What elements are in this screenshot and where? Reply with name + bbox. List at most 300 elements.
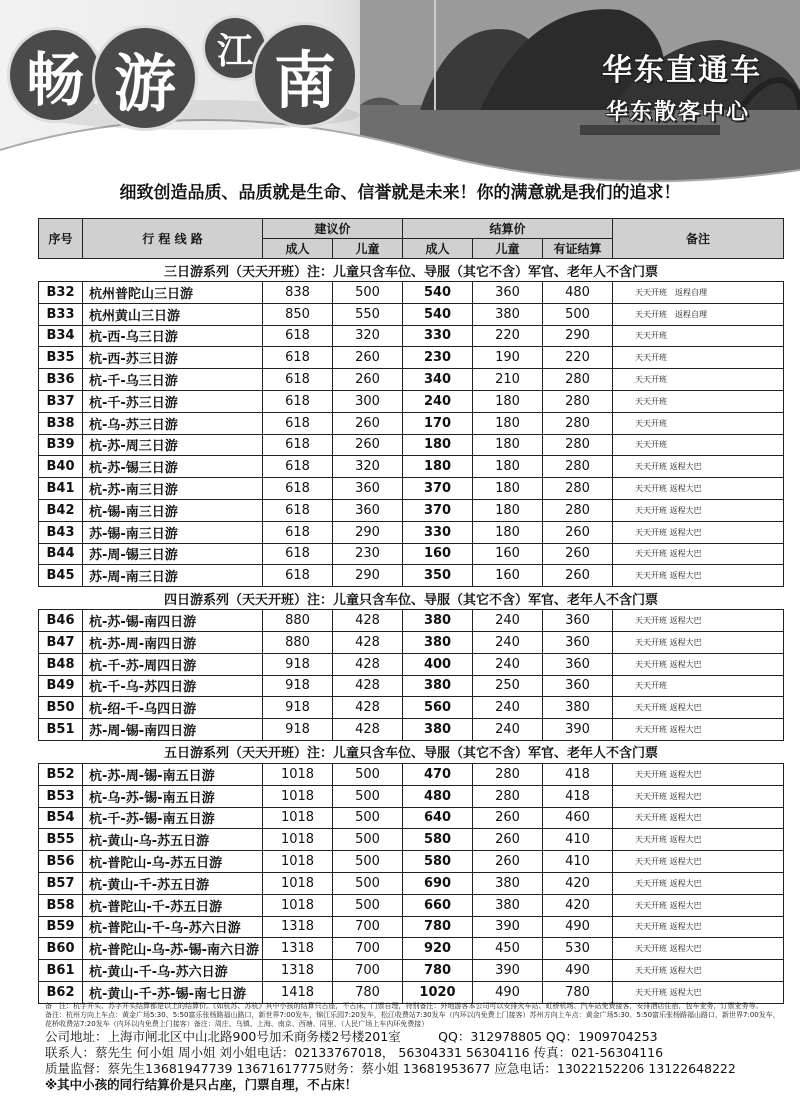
suggest-adult-price: 618: [263, 412, 333, 434]
tour-route: 杭-黄山-千-乌-苏六日游: [83, 960, 263, 982]
footer-note-1: 备 注：杭字开头、苏字开头结算都是以上的结算价。《如杭苏、苏杭》其中小孩的结算只占座，不占床，门票自理，特别备注：外地游客本公司可以安排火车站、虹桥机场、汽车站免费接客，安排酒店住宿，包车业务，订票业务等。: [45, 1002, 763, 1010]
price-table-body: [39, 259, 784, 1004]
tour-code: B55: [39, 829, 83, 851]
settle-adult-price: 380: [403, 675, 473, 697]
tour-code: B39: [39, 434, 83, 456]
tour-code: B49: [39, 675, 83, 697]
settle-child-price: 360: [473, 282, 543, 304]
tour-code: B62: [39, 981, 83, 1003]
suggest-child-price: 500: [333, 894, 403, 916]
settle-adult-price: 640: [403, 807, 473, 829]
suggest-child-price: 700: [333, 960, 403, 982]
cert-settle-price: 260: [543, 565, 613, 587]
table-row: [39, 369, 784, 391]
suggest-adult-price: 1018: [263, 894, 333, 916]
tour-code: B45: [39, 565, 83, 587]
tour-code: B56: [39, 851, 83, 873]
settle-adult-price: 170: [403, 412, 473, 434]
suggest-adult-price: 1018: [263, 829, 333, 851]
brand-subtitle: 华东散客中心: [605, 100, 750, 125]
tour-route: 杭-黄山-千-苏-锡-南七日游: [83, 981, 263, 1003]
tour-route: 杭-西-乌三日游: [83, 325, 263, 347]
cert-settle-price: 260: [543, 543, 613, 565]
suggest-adult-price: 1418: [263, 981, 333, 1003]
settle-child-price: 240: [473, 719, 543, 741]
tour-route: 杭-普陀山-千-苏五日游: [83, 894, 263, 916]
tour-note: 天天开班 返程大巴: [613, 872, 784, 894]
tour-code: B50: [39, 697, 83, 719]
table-row: [39, 807, 784, 829]
settle-adult-price: 580: [403, 851, 473, 873]
tour-route: 苏-周-南三日游: [83, 565, 263, 587]
section-title: 五日游系列（天天开班）注：儿童只含车位、导服（其它不含）军官、老年人不含门票: [39, 740, 784, 763]
table-row: [39, 434, 784, 456]
suggest-child-price: 500: [333, 282, 403, 304]
suggest-child-price: 550: [333, 303, 403, 325]
settle-adult-price: 240: [403, 390, 473, 412]
settle-adult-price: 160: [403, 543, 473, 565]
tour-route: 杭-苏-锡三日游: [83, 456, 263, 478]
tour-note: 天天开班 返程自理: [613, 282, 784, 304]
tour-note: 天天开班 返程大巴: [613, 499, 784, 521]
suggest-child-price: 290: [333, 521, 403, 543]
settle-child-price: 220: [473, 325, 543, 347]
tour-note: 天天开班 返程大巴: [613, 785, 784, 807]
settle-child-price: 160: [473, 543, 543, 565]
settle-child-price: 180: [473, 412, 543, 434]
suggest-child-price: 428: [333, 697, 403, 719]
suggest-adult-price: 918: [263, 719, 333, 741]
settle-adult-price: 780: [403, 916, 473, 938]
settle-adult-price: 180: [403, 434, 473, 456]
footer-note-2: 备注：杭州方向上车点：黄金广场5:30、5:50富乐张杨路福山路口，新世界7:00发车，锦江乐园7:20发车，松江收费站7:30发车（内环以内免费上门接客）苏州方向上车点：黄金广场5:30、5:50富乐张杨路福山路口，新世界7:00发车，: [45, 1011, 780, 1019]
table-row: [39, 565, 784, 587]
table-row: [39, 981, 784, 1003]
logo-char-4: 南: [255, 25, 355, 125]
table-row: [39, 631, 784, 653]
tour-note: 天天开班 返程大巴: [613, 543, 784, 565]
tour-note: 天天开班: [613, 347, 784, 369]
tour-route: 杭-普陀山-乌-苏-锡-南六日游: [83, 938, 263, 960]
tour-route: 杭-西-苏三日游: [83, 347, 263, 369]
suggest-child-price: 500: [333, 763, 403, 785]
table-row: [39, 938, 784, 960]
suggest-child-price: 300: [333, 390, 403, 412]
table-row: [39, 916, 784, 938]
settle-adult-price: 400: [403, 653, 473, 675]
settle-adult-price: 480: [403, 785, 473, 807]
suggest-child-price: 700: [333, 938, 403, 960]
settle-child-price: 250: [473, 675, 543, 697]
table-row: [39, 894, 784, 916]
header-settle: 结算价: [403, 219, 613, 239]
cert-settle-price: 280: [543, 434, 613, 456]
tour-note: 天天开班: [613, 434, 784, 456]
settle-child-price: 180: [473, 499, 543, 521]
suggest-child-price: 500: [333, 851, 403, 873]
tour-note: 天天开班 返程大巴: [613, 456, 784, 478]
tour-code: B58: [39, 894, 83, 916]
settle-child-price: 180: [473, 478, 543, 500]
suggest-child-price: 360: [333, 478, 403, 500]
header-child: 儿童: [333, 239, 403, 259]
cert-settle-price: 360: [543, 631, 613, 653]
tour-code: B48: [39, 653, 83, 675]
suggest-child-price: 428: [333, 631, 403, 653]
suggest-adult-price: 918: [263, 653, 333, 675]
suggest-adult-price: 838: [263, 282, 333, 304]
company-address: 公司地址：上海市闸北区中山北路900号加禾商务楼2号楼201室 QQ：312978805 QQ：1909704253: [45, 1029, 658, 1044]
settle-child-price: 240: [473, 697, 543, 719]
tour-note: 天天开班 返程大巴: [613, 631, 784, 653]
cert-settle-price: 280: [543, 499, 613, 521]
tour-note: 天天开班 返程自理: [613, 303, 784, 325]
section-header: [39, 259, 784, 282]
tour-note: 天天开班: [613, 675, 784, 697]
price-table-wrap: [38, 218, 783, 1004]
table-row: [39, 543, 784, 565]
cert-settle-price: 280: [543, 478, 613, 500]
header-no: 序号: [39, 219, 83, 259]
settle-adult-price: 330: [403, 325, 473, 347]
suggest-adult-price: 918: [263, 697, 333, 719]
suggest-child-price: 500: [333, 829, 403, 851]
table-row: [39, 303, 784, 325]
suggest-adult-price: 1018: [263, 807, 333, 829]
header-cert: 有证结算: [543, 239, 613, 259]
suggest-adult-price: 1018: [263, 785, 333, 807]
settle-child-price: 180: [473, 456, 543, 478]
tour-note: 天天开班 返程大巴: [613, 697, 784, 719]
quality-supervision: 质量监督：蔡先生13681947739 13671617775财务：蔡小姐 13681953677 应急电话：13022152206 13122648222: [45, 1061, 736, 1076]
settle-child-price: 180: [473, 434, 543, 456]
tour-note: 天天开班 返程大巴: [613, 894, 784, 916]
cert-settle-price: 480: [543, 282, 613, 304]
settle-child-price: 210: [473, 369, 543, 391]
tour-route: 杭-苏-周-锡-南五日游: [83, 763, 263, 785]
cert-settle-price: 390: [543, 719, 613, 741]
table-row: [39, 653, 784, 675]
suggest-child-price: 320: [333, 456, 403, 478]
tour-code: B43: [39, 521, 83, 543]
tour-code: B51: [39, 719, 83, 741]
logo-char-3: 江: [205, 18, 265, 78]
cert-settle-price: 280: [543, 390, 613, 412]
tour-code: B47: [39, 631, 83, 653]
suggest-adult-price: 618: [263, 565, 333, 587]
table-row: [39, 829, 784, 851]
suggest-adult-price: 618: [263, 543, 333, 565]
settle-child-price: 240: [473, 631, 543, 653]
tour-note: 天天开班 返程大巴: [613, 807, 784, 829]
suggest-child-price: 260: [333, 412, 403, 434]
child-price-warning: ※其中小孩的同行结算价是只占座，门票自理，不占床！: [45, 1077, 358, 1092]
tour-route: 杭-绍-千-乌四日游: [83, 697, 263, 719]
settle-child-price: 390: [473, 916, 543, 938]
tour-note: 天天开班 返程大巴: [613, 829, 784, 851]
table-row: [39, 719, 784, 741]
settle-adult-price: 470: [403, 763, 473, 785]
suggest-adult-price: 880: [263, 631, 333, 653]
table-row: [39, 499, 784, 521]
suggest-child-price: 428: [333, 610, 403, 632]
section-header: [39, 587, 784, 610]
tour-route: 杭-千-苏-周四日游: [83, 653, 263, 675]
suggest-child-price: 500: [333, 872, 403, 894]
settle-adult-price: 380: [403, 610, 473, 632]
settle-adult-price: 540: [403, 303, 473, 325]
suggest-adult-price: 880: [263, 610, 333, 632]
header-banner: [0, 0, 800, 255]
cert-settle-price: 420: [543, 894, 613, 916]
cert-settle-price: 530: [543, 938, 613, 960]
suggest-child-price: 230: [333, 543, 403, 565]
suggest-child-price: 428: [333, 653, 403, 675]
tour-note: 天天开班 返程大巴: [613, 960, 784, 982]
settle-adult-price: 920: [403, 938, 473, 960]
tour-note: 天天开班 返程大巴: [613, 763, 784, 785]
cert-settle-price: 380: [543, 697, 613, 719]
settle-child-price: 190: [473, 347, 543, 369]
suggest-adult-price: 618: [263, 499, 333, 521]
suggest-adult-price: 618: [263, 347, 333, 369]
cert-settle-price: 500: [543, 303, 613, 325]
table-row: [39, 456, 784, 478]
tour-route: 杭-千-乌三日游: [83, 369, 263, 391]
settle-adult-price: 370: [403, 478, 473, 500]
cert-settle-price: 220: [543, 347, 613, 369]
settle-adult-price: 1020: [403, 981, 473, 1003]
tour-code: B57: [39, 872, 83, 894]
cert-settle-price: 460: [543, 807, 613, 829]
tour-route: 苏-周-锡-南四日游: [83, 719, 263, 741]
table-row: [39, 325, 784, 347]
table-row: [39, 872, 784, 894]
tour-code: B41: [39, 478, 83, 500]
tour-code: B37: [39, 390, 83, 412]
suggest-adult-price: 1018: [263, 872, 333, 894]
settle-adult-price: 540: [403, 282, 473, 304]
suggest-child-price: 260: [333, 347, 403, 369]
tour-route: 杭-黄山-千-苏五日游: [83, 872, 263, 894]
settle-adult-price: 560: [403, 697, 473, 719]
suggest-adult-price: 618: [263, 390, 333, 412]
suggest-child-price: 500: [333, 785, 403, 807]
cert-settle-price: 418: [543, 763, 613, 785]
table-row: [39, 675, 784, 697]
table-row: [39, 347, 784, 369]
tour-code: B36: [39, 369, 83, 391]
suggest-adult-price: 618: [263, 456, 333, 478]
cert-settle-price: 280: [543, 456, 613, 478]
tour-note: 天天开班 返程大巴: [613, 610, 784, 632]
footer-note-3: 花桥收费站7:20发车（内环以内免费上门接客）备注：周庄、乌镇、上海、南京、西塘、同里、（人民广场上车内环免费接）: [45, 1020, 429, 1028]
cert-settle-price: 360: [543, 675, 613, 697]
suggest-child-price: 428: [333, 675, 403, 697]
section-title: 四日游系列（天天开班）注：儿童只含车位、导服（其它不含）军官、老年人不含门票: [39, 587, 784, 610]
table-row: [39, 763, 784, 785]
settle-child-price: 380: [473, 872, 543, 894]
tour-code: B61: [39, 960, 83, 982]
header-adult2: 成人: [403, 239, 473, 259]
logo-char-1: 畅: [10, 30, 100, 120]
settle-child-price: 380: [473, 303, 543, 325]
tour-note: 天天开班: [613, 369, 784, 391]
tour-code: B53: [39, 785, 83, 807]
tour-route: 杭-千-苏-锡-南五日游: [83, 807, 263, 829]
suggest-adult-price: 1018: [263, 763, 333, 785]
section-title: 三日游系列（天天开班）注：儿童只含车位、导服（其它不含）军官、老年人不含门票: [39, 259, 784, 282]
settle-child-price: 240: [473, 610, 543, 632]
settle-adult-price: 370: [403, 499, 473, 521]
suggest-adult-price: 1318: [263, 960, 333, 982]
table-row: [39, 412, 784, 434]
settle-adult-price: 230: [403, 347, 473, 369]
suggest-child-price: 260: [333, 434, 403, 456]
tour-route: 杭-苏-南三日游: [83, 478, 263, 500]
tour-code: B42: [39, 499, 83, 521]
suggest-adult-price: 1018: [263, 851, 333, 873]
suggest-adult-price: 918: [263, 675, 333, 697]
settle-adult-price: 340: [403, 369, 473, 391]
suggest-adult-price: 1318: [263, 938, 333, 960]
tour-note: 天天开班: [613, 412, 784, 434]
tour-code: B38: [39, 412, 83, 434]
tour-code: B54: [39, 807, 83, 829]
cert-settle-price: 260: [543, 521, 613, 543]
settle-child-price: 260: [473, 829, 543, 851]
table-row: [39, 478, 784, 500]
settle-adult-price: 180: [403, 456, 473, 478]
header-adult: 成人: [263, 239, 333, 259]
tour-route: 杭-苏-周-南四日游: [83, 631, 263, 653]
table-row: [39, 851, 784, 873]
cert-settle-price: 490: [543, 960, 613, 982]
tour-route: 杭-乌-苏三日游: [83, 412, 263, 434]
settle-child-price: 280: [473, 785, 543, 807]
cert-settle-price: 360: [543, 653, 613, 675]
tour-code: B35: [39, 347, 83, 369]
tour-code: B60: [39, 938, 83, 960]
tour-note: 天天开班: [613, 325, 784, 347]
tour-note: 天天开班 返程大巴: [613, 916, 784, 938]
settle-child-price: 280: [473, 763, 543, 785]
suggest-child-price: 260: [333, 369, 403, 391]
cert-settle-price: 420: [543, 872, 613, 894]
header-child2: 儿童: [473, 239, 543, 259]
table-row: [39, 282, 784, 304]
table-row: [39, 960, 784, 982]
tour-route: 苏-周-锡三日游: [83, 543, 263, 565]
tour-note: 天天开班 返程大巴: [613, 565, 784, 587]
tour-code: B44: [39, 543, 83, 565]
settle-child-price: 180: [473, 390, 543, 412]
footer: [45, 1002, 790, 1093]
logo-char-2: 游: [95, 28, 195, 128]
suggest-adult-price: 618: [263, 521, 333, 543]
table-row: [39, 785, 784, 807]
tour-route: 杭-苏-周三日游: [83, 434, 263, 456]
cert-settle-price: 780: [543, 981, 613, 1003]
settle-child-price: 260: [473, 807, 543, 829]
tour-code: B33: [39, 303, 83, 325]
table-row: [39, 390, 784, 412]
settle-adult-price: 380: [403, 631, 473, 653]
suggest-child-price: 320: [333, 325, 403, 347]
tour-code: B59: [39, 916, 83, 938]
tour-route: 杭-黄山-乌-苏五日游: [83, 829, 263, 851]
tour-route: 杭州普陀山三日游: [83, 282, 263, 304]
tour-note: 天天开班 返程大巴: [613, 653, 784, 675]
cert-settle-price: 280: [543, 369, 613, 391]
slogan: 细致创造品质、品质就是生命、信誉就是未来！你的满意就是我们的追求！: [119, 183, 681, 203]
settle-child-price: 180: [473, 521, 543, 543]
tour-note: 天天开班 返程大巴: [613, 938, 784, 960]
suggest-child-price: 428: [333, 719, 403, 741]
table-row: [39, 697, 784, 719]
suggest-adult-price: 850: [263, 303, 333, 325]
settle-child-price: 450: [473, 938, 543, 960]
suggest-adult-price: 618: [263, 369, 333, 391]
brand-title: 华东直通车: [602, 53, 762, 88]
settle-child-price: 390: [473, 960, 543, 982]
contact-people: 联系人：蔡先生 何小姐 周小姐 刘小姐电话：02133767018， 56304331 56304116 传真：021-56304116: [45, 1045, 664, 1060]
suggest-adult-price: 618: [263, 325, 333, 347]
settle-adult-price: 660: [403, 894, 473, 916]
suggest-child-price: 780: [333, 981, 403, 1003]
suggest-child-price: 500: [333, 807, 403, 829]
cert-settle-price: 410: [543, 829, 613, 851]
settle-child-price: 490: [473, 981, 543, 1003]
header-note: 备注: [613, 219, 784, 259]
cert-settle-price: 418: [543, 785, 613, 807]
tour-route: 杭州黄山三日游: [83, 303, 263, 325]
settle-adult-price: 690: [403, 872, 473, 894]
suggest-adult-price: 618: [263, 434, 333, 456]
table-row: [39, 610, 784, 632]
settle-adult-price: 780: [403, 960, 473, 982]
suggest-adult-price: 618: [263, 478, 333, 500]
suggest-child-price: 360: [333, 499, 403, 521]
cert-settle-price: 410: [543, 851, 613, 873]
tour-route: 杭-普陀山-千-乌-苏六日游: [83, 916, 263, 938]
tour-note: 天天开班 返程大巴: [613, 851, 784, 873]
section-header: [39, 740, 784, 763]
header-suggest: 建议价: [263, 219, 403, 239]
tour-route: 杭-普陀山-乌-苏五日游: [83, 851, 263, 873]
tour-code: B34: [39, 325, 83, 347]
tour-note: 天天开班 返程大巴: [613, 981, 784, 1003]
tour-route: 杭-乌-苏-锡-南五日游: [83, 785, 263, 807]
tour-note: 天天开班 返程大巴: [613, 719, 784, 741]
tour-code: B40: [39, 456, 83, 478]
price-table: [38, 218, 784, 1004]
suggest-child-price: 290: [333, 565, 403, 587]
tour-note: 天天开班: [613, 390, 784, 412]
settle-child-price: 260: [473, 851, 543, 873]
settle-child-price: 380: [473, 894, 543, 916]
tour-route: 杭-千-苏三日游: [83, 390, 263, 412]
settle-adult-price: 380: [403, 719, 473, 741]
tour-route: 杭-锡-南三日游: [83, 499, 263, 521]
cert-settle-price: 360: [543, 610, 613, 632]
tour-note: 天天开班 返程大巴: [613, 478, 784, 500]
tour-code: B52: [39, 763, 83, 785]
settle-adult-price: 350: [403, 565, 473, 587]
cert-settle-price: 490: [543, 916, 613, 938]
tour-code: B32: [39, 282, 83, 304]
settle-child-price: 160: [473, 565, 543, 587]
